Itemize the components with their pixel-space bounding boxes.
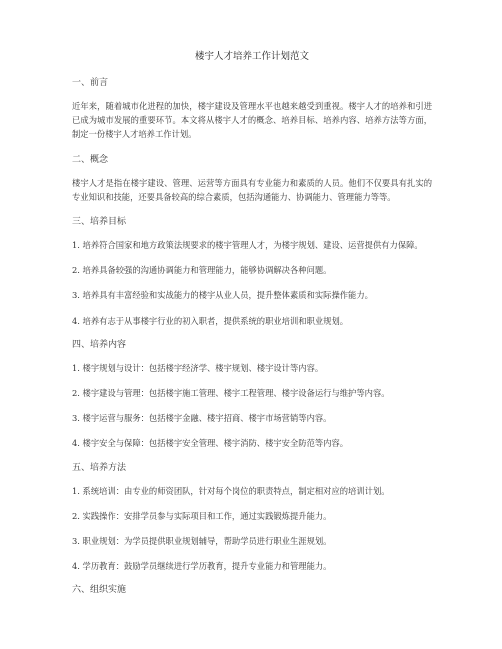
goal-item-4: 4. 培养有志于从事楼宇行业的初入职者，提供系统的职业培训和职业规划。 <box>72 315 349 326</box>
method-item-2: 2. 实践操作：安排学员参与实际项目和工作，通过实践锻炼提升能力。 <box>72 510 332 521</box>
section-heading-content: 四、培养内容 <box>72 339 127 350</box>
method-item-1: 1. 系统培训：由专业的师资团队，针对每个岗位的职责特点，制定相对应的培训计划。 <box>72 485 390 496</box>
content-item-2: 2. 楼宇建设与管理：包括楼宇施工管理、楼宇工程管理、楼宇设备运行与维护等内容。 <box>72 388 390 399</box>
goal-item-2: 2. 培养具备较强的沟通协调能力和管理能力，能够协调解决各种问题。 <box>72 265 332 276</box>
section-heading-goals: 三、培养目标 <box>72 217 127 228</box>
section-heading-implementation: 六、组织实施 <box>72 585 127 596</box>
preface-paragraph: 近年来，随着城市化进程的加快，楼宇建设及管理水平也越来越受到重视。楼宇人才的培养和引进已成为城市发展的重要环节。本文将从楼宇人才的概念、培养目标、培养内容、培养方法等方面，制定一份楼宇人才培养工作计划。 <box>72 101 432 140</box>
section-heading-concept: 二、概念 <box>72 154 109 165</box>
goal-item-3: 3. 培养具有丰富经验和实战能力的楼宇从业人员，提升整体素质和实际操作能力。 <box>72 290 373 301</box>
method-item-3: 3. 职业规划：为学员提供职业规划辅导，帮助学员进行职业生涯规划。 <box>72 536 332 547</box>
document-title: 楼宇人才培养工作计划范文 <box>194 51 309 62</box>
method-item-4: 4. 学历教育：鼓励学员继续进行学历教育，提升专业能力和管理能力。 <box>72 561 332 572</box>
content-item-4: 4. 楼宇安全与保障：包括楼宇安全管理、楼宇消防、楼宇安全防范等内容。 <box>72 438 349 449</box>
content-item-3: 3. 楼宇运营与服务：包括楼宇金融、楼宇招商、楼宇市场营销等内容。 <box>72 413 332 424</box>
section-heading-preface: 一、前言 <box>72 78 109 88</box>
content-item-1: 1. 楼宇规划与设计：包括楼宇经济学、楼宇规划、楼宇设计等内容。 <box>72 362 324 373</box>
goal-item-1: 1. 培养符合国家和地方政策法规要求的楼宇管理人才，为楼宇规划、建设、运营提供有力保障。 <box>72 240 423 251</box>
section-heading-methods: 五、培养方法 <box>72 462 127 473</box>
concept-paragraph: 楼宇人才是指在楼宇建设、管理、运营等方面具有专业能力和素质的人员。他们不仅要具有扎实的专业知识和技能，还要具备较高的综合素质，包括沟通能力、协调能力、管理能力等等。 <box>72 177 432 202</box>
document-page <box>72 50 432 606</box>
